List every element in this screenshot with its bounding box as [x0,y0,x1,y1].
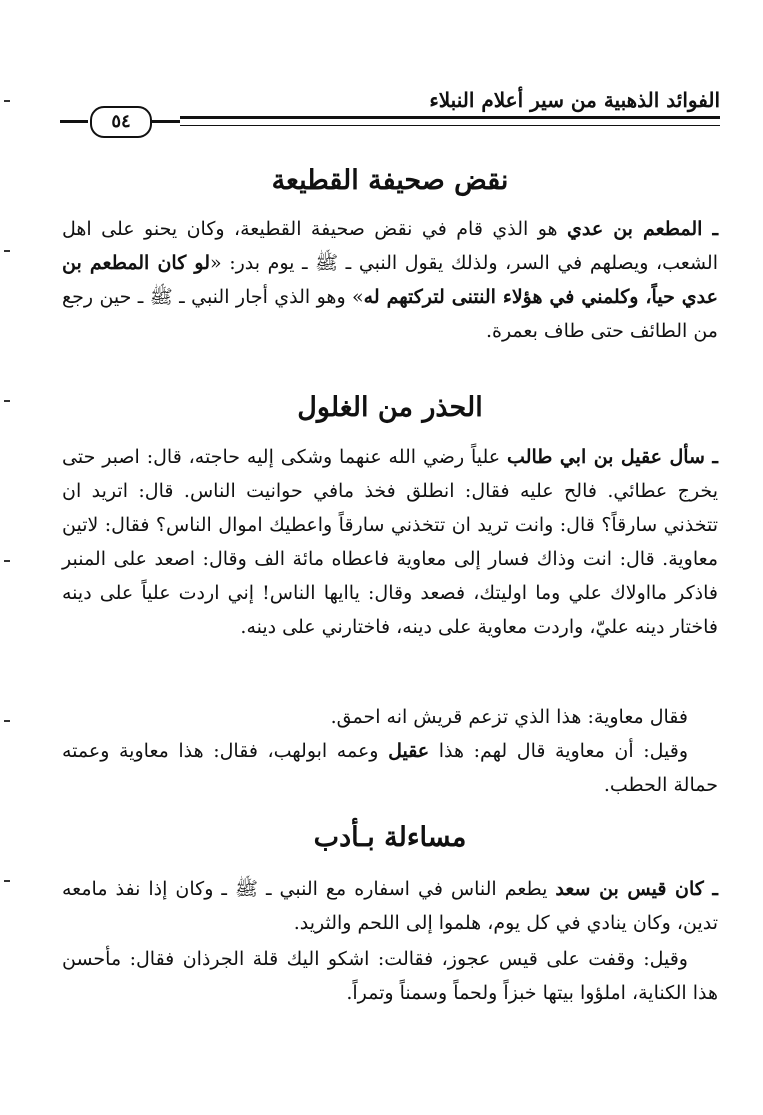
page-number: ٥٤ [90,106,152,138]
paragraph-text: وقيل: وقفت على قيس عجوز، فقالت: اشكو اليك قلة الجرذان فقال: مأحسن هذا الكناية، املؤوا بيتها خبزاً ولحماً وسمناً وتمراً. [62,948,718,1004]
paragraph-lead: ـ سأل عقيل بن ابي طالب [507,446,718,468]
paragraph [62,212,718,348]
paragraph-text: فقال معاوية: هذا الذي تزعم قريش انه احمق. [330,706,688,728]
section-heading: نقض صحيفة القطيعة [271,165,509,196]
scan-margin-mark [4,100,10,102]
page-header [60,68,720,138]
header-rule-thin [180,125,720,126]
paragraph [62,872,718,940]
section-heading: مساءلة بـأدب [313,822,467,853]
running-title: الفوائد الذهبية من سير أعلام النبلاء [429,88,720,112]
paragraph-text: هو الذي قام في نقض صحيفة القطيعة، وكان يحنو على اهل الشعب، ويصلهم في السر، ولذلك يقول النبي ـ ﷺ ـ يوم بدر: « [62,218,718,274]
scan-margin-mark [4,560,10,562]
paragraph-text: علياً رضي الله عنهما وشكى إليه حاجته، قال: اصبر حتى يخرج عطائي. فالح عليه فقال: انطلق فخذ مافي حوانيت الناس. قال: اتريد ان تتخذني سارقاً؟ قال: وانت تريد ان تتخذني سارقاً واعطيك اموال الناس؟ فقال: لاتين معاوية. قال: انت وذاك فسار إلى معاوية فاعطاه مائة الف وقال: اصعد على المنبر فاذكر مااولاك علي وما اوليتك، فصعد وقال: ياايها الناس! إني اردت علياً على دينه فاختار دينه عليّ، واردت معاوية على دينه، فاختارني على دينه. [62,446,718,638]
paragraph [62,942,718,1010]
paragraph [62,734,718,802]
scan-margin-mark [4,400,10,402]
paragraph-text: وقيل: أن معاوية قال لهم: هذا [429,740,688,762]
page-number-dash [152,120,180,123]
scan-margin-mark [4,720,10,722]
paragraph-lead: ـ كان قيس بن سعد [555,878,718,900]
paragraph-text: » وهو الذي أجار النبي ـ ﷺ ـ حين رجع من الطائف حتى طاف بعمرة. [62,286,718,342]
paragraph [62,440,718,644]
hadith-quote: لو كان المطعم بن عدي حياً، وكلمني في هؤلاء النتنى لتركتهم له [62,252,718,308]
scan-margin-mark [4,880,10,882]
scan-margin-mark [4,250,10,252]
page-number-dash [60,120,88,123]
paragraph-lead: ـ المطعم بن عدي [567,218,719,240]
paragraph-text: وعمه ابولهب، فقال: هذا معاوية وعمته حمالة الحطب. [62,740,718,796]
paragraph-text: يطعم الناس في اسفاره مع النبي ـ ﷺ ـ وكان إذا نفذ مامعه تدين، وكان ينادي في كل يوم، هلموا إلى اللحم والثريد. [62,878,718,934]
bold-word: عقيل [388,740,430,762]
header-rule-thick [180,116,720,119]
paragraph [62,700,718,734]
section-heading: الحذر من الغلول [297,392,483,423]
